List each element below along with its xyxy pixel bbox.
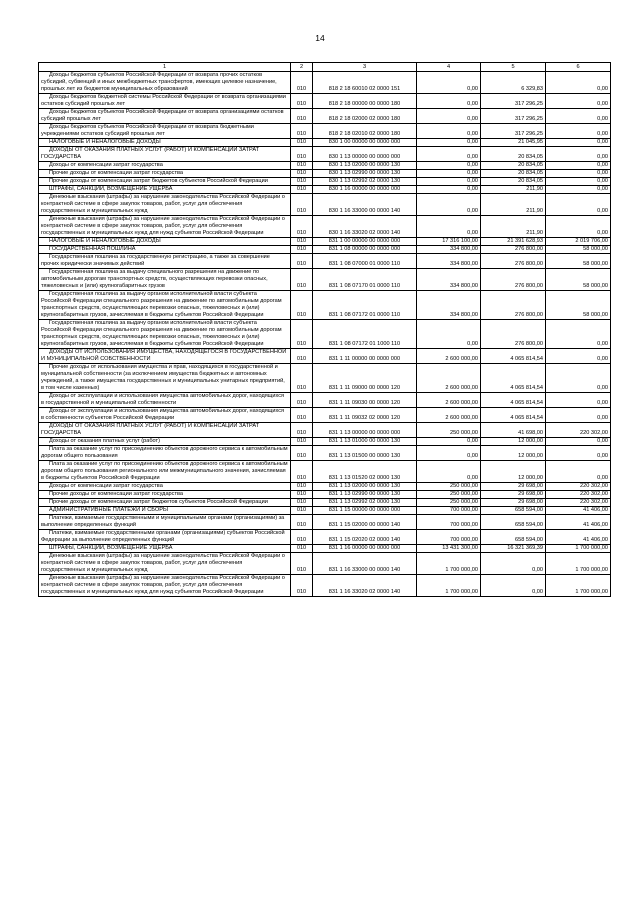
table-row (39, 216, 611, 238)
row-col4-cell: 0,00 (417, 147, 481, 162)
table-row (39, 545, 611, 553)
row-line-code-cell: 010 (291, 446, 313, 461)
row-line-code-cell: 010 (291, 246, 313, 254)
row-col6-cell: 0,00 (546, 438, 611, 446)
row-col4-cell: 250 000,00 (417, 499, 481, 507)
row-col5-cell: 276 800,00 (481, 269, 546, 291)
row-col6-cell: 0,00 (546, 216, 611, 238)
row-classification-code-cell: 830 1 00 00000 00 0000 000 (313, 139, 417, 147)
row-classification-code-cell: 831 1 16 33000 00 0000 140 (313, 553, 417, 575)
row-col4-cell: 0,00 (417, 178, 481, 186)
row-line-code-cell: 010 (291, 147, 313, 162)
row-col6-cell: 0,00 (546, 162, 611, 170)
row-col5-cell: 276 800,00 (481, 254, 546, 269)
row-line-code-cell: 010 (291, 507, 313, 515)
table-row (39, 499, 611, 507)
row-name-cell: ДОХОДЫ ОТ ИСПОЛЬЗОВАНИЯ ИМУЩЕСТВА, НАХОДЯЩЕГОСЯ В ГОСУДАРСТВЕННОЙ И МУНИЦИПАЛЬНОЙ СОБСТВЕННОСТИ (39, 349, 291, 364)
row-name-cell: Прочие доходы от компенсации затрат бюджетов субъектов Российской Федерации (39, 178, 291, 186)
row-name-cell: ШТРАФЫ, САНКЦИИ, ВОЗМЕЩЕНИЕ УЩЕРБА (39, 545, 291, 553)
row-col6-cell: 0,00 (546, 147, 611, 162)
table-row (39, 269, 611, 291)
row-col5-cell: 20 834,05 (481, 162, 546, 170)
row-name-cell: АДМИНИСТРАТИВНЫЕ ПЛАТЕЖИ И СБОРЫ (39, 507, 291, 515)
row-classification-code-cell: 830 1 13 02000 00 0000 130 (313, 162, 417, 170)
row-name-cell: Доходы от эксплуатации и использования имущества автомобильных дорог, находящихся в государственной и муниципальной собственности (39, 393, 291, 408)
row-classification-code-cell: 831 1 08 07172 01 1000 110 (313, 320, 417, 349)
row-classification-code-cell: 831 1 15 02000 00 0000 140 (313, 515, 417, 530)
row-name-cell: Платежи, взимаемые государственными органами (организациями) субъектов Российской Федерации за выполнение определенных функций (39, 530, 291, 545)
table-row (39, 575, 611, 597)
row-col4-cell: 13 431 300,00 (417, 545, 481, 553)
row-col4-cell: 0,00 (417, 72, 481, 94)
row-col5-cell: 276 800,00 (481, 320, 546, 349)
row-col6-cell: 41 406,00 (546, 515, 611, 530)
row-classification-code-cell: 831 1 11 09032 02 0000 120 (313, 408, 417, 423)
row-classification-code-cell: 818 2 18 02000 02 0000 180 (313, 109, 417, 124)
row-classification-code-cell: 831 1 00 00000 00 0000 000 (313, 238, 417, 246)
row-name-cell: Доходы от эксплуатации и использования имущества автомобильных дорог, находящихся в собственности субъектов Российской Федерации (39, 408, 291, 423)
row-line-code-cell: 010 (291, 238, 313, 246)
row-classification-code-cell: 831 1 13 02990 00 0000 130 (313, 491, 417, 499)
row-col6-cell: 41 406,00 (546, 507, 611, 515)
row-classification-code-cell: 831 1 13 01500 00 0000 130 (313, 446, 417, 461)
row-col5-cell: 29 698,00 (481, 499, 546, 507)
row-col4-cell: 700 000,00 (417, 530, 481, 545)
table-row (39, 491, 611, 499)
row-classification-code-cell: 831 1 11 09000 00 0000 120 (313, 364, 417, 393)
table-row (39, 162, 611, 170)
row-classification-code-cell: 830 1 13 00000 00 0000 000 (313, 147, 417, 162)
row-col5-cell: 20 834,05 (481, 178, 546, 186)
row-col5-cell: 317 296,25 (481, 109, 546, 124)
row-line-code-cell: 010 (291, 162, 313, 170)
row-col4-cell: 1 700 000,00 (417, 575, 481, 597)
row-name-cell: Денежные взыскания (штрафы) за нарушение законодательства Российской Федерации о контрактной системе в сфере закупок товаров, работ, услуг для обеспечения государственных и муниципальных нужд (39, 194, 291, 216)
table-row (39, 438, 611, 446)
row-classification-code-cell: 831 1 08 07172 01 0000 110 (313, 291, 417, 320)
row-col6-cell: 220 302,00 (546, 491, 611, 499)
row-classification-code-cell: 830 1 16 33020 02 0000 140 (313, 216, 417, 238)
table-row (39, 254, 611, 269)
row-col6-cell: 0,00 (546, 109, 611, 124)
row-col5-cell: 29 698,00 (481, 483, 546, 491)
row-col5-cell: 211,90 (481, 216, 546, 238)
row-col5-cell: 29 698,00 (481, 491, 546, 499)
row-line-code-cell: 010 (291, 139, 313, 147)
row-classification-code-cell: 830 1 13 02992 02 0000 130 (313, 178, 417, 186)
row-col4-cell: 334 800,00 (417, 269, 481, 291)
row-col6-cell: 2 019 706,00 (546, 238, 611, 246)
row-classification-code-cell: 831 1 16 33020 02 0000 140 (313, 575, 417, 597)
row-name-cell: Денежные взыскания (штрафы) за нарушение законодательства Российской Федерации о контрактной системе в сфере закупок товаров, работ, услуг для обеспечения государственных и муниципальных нужд для нужд субъектов Российской Федерации (39, 216, 291, 238)
row-line-code-cell: 010 (291, 170, 313, 178)
row-line-code-cell: 010 (291, 393, 313, 408)
row-col5-cell: 12 000,00 (481, 438, 546, 446)
row-col5-cell: 658 594,00 (481, 515, 546, 530)
row-col5-cell: 658 594,00 (481, 507, 546, 515)
row-col6-cell: 0,00 (546, 72, 611, 94)
row-col5-cell: 658 594,00 (481, 530, 546, 545)
row-col5-cell: 4 065 814,54 (481, 364, 546, 393)
row-line-code-cell: 010 (291, 186, 313, 194)
row-name-cell: Плата за оказание услуг по присоединению объектов дорожного сервиса к автомобильным дорогам общего пользования регионального или межмуниципального значения, зачисляемая в бюджеты субъектов Российской Федерации (39, 461, 291, 483)
row-name-cell: Доходы бюджетов бюджетной системы Российской Федерации от возврата организациями остатков субсидий прошлых лет (39, 94, 291, 109)
row-col5-cell: 4 065 814,54 (481, 349, 546, 364)
row-line-code-cell: 010 (291, 408, 313, 423)
row-col4-cell: 2 600 000,00 (417, 393, 481, 408)
row-name-cell: Денежные взыскания (штрафы) за нарушение законодательства Российской Федерации о контрактной системе в сфере закупок товаров, работ, услуг для обеспечения государственных и муниципальных нужд для нужд субъектов Российской Федерации (39, 575, 291, 597)
row-classification-code-cell: 831 1 08 07000 01 0000 110 (313, 254, 417, 269)
row-name-cell: ГОСУДАРСТВЕННАЯ ПОШЛИНА (39, 246, 291, 254)
table-row (39, 139, 611, 147)
row-line-code-cell: 010 (291, 178, 313, 186)
table-row (39, 238, 611, 246)
row-classification-code-cell: 830 1 13 02990 00 0000 130 (313, 170, 417, 178)
row-col6-cell: 41 406,00 (546, 530, 611, 545)
table-row (39, 553, 611, 575)
row-line-code-cell: 010 (291, 483, 313, 491)
table-row (39, 446, 611, 461)
row-col6-cell: 0,00 (546, 349, 611, 364)
row-col6-cell: 58 000,00 (546, 269, 611, 291)
header-col-6: 6 (546, 63, 611, 72)
row-col4-cell: 0,00 (417, 162, 481, 170)
row-col6-cell: 58 000,00 (546, 254, 611, 269)
row-col4-cell: 0,00 (417, 438, 481, 446)
row-name-cell: Доходы от компенсации затрат государства (39, 162, 291, 170)
table-row (39, 147, 611, 162)
table-row (39, 124, 611, 139)
row-classification-code-cell: 831 1 11 09030 00 0000 120 (313, 393, 417, 408)
row-col4-cell: 17 316 100,00 (417, 238, 481, 246)
row-classification-code-cell: 831 1 13 02000 00 0000 130 (313, 483, 417, 491)
row-col4-cell: 700 000,00 (417, 507, 481, 515)
row-name-cell: ДОХОДЫ ОТ ОКАЗАНИЯ ПЛАТНЫХ УСЛУГ (РАБОТ) И КОМПЕНСАЦИИ ЗАТРАТ ГОСУДАРСТВА (39, 147, 291, 162)
row-classification-code-cell: 818 2 18 00000 00 0000 180 (313, 94, 417, 109)
table-row (39, 246, 611, 254)
row-name-cell: Государственная пошлина за государственную регистрацию, а также за совершение прочих юридически значимых действий (39, 254, 291, 269)
row-col4-cell: 0,00 (417, 446, 481, 461)
row-classification-code-cell: 831 1 13 00000 00 0000 000 (313, 423, 417, 438)
row-name-cell: Доходы бюджетов субъектов Российской Федерации от возврата прочих остатков субсидий, субвенций и иных межбюджетных трансфертов, имеющих целевое назначение, прошлых лет из бюджетов муниципальных образований (39, 72, 291, 94)
row-classification-code-cell: 831 1 16 00000 00 0000 000 (313, 545, 417, 553)
row-line-code-cell: 010 (291, 438, 313, 446)
row-line-code-cell: 010 (291, 216, 313, 238)
row-col4-cell: 334 800,00 (417, 291, 481, 320)
row-col5-cell: 12 000,00 (481, 461, 546, 483)
budget-table (38, 62, 611, 597)
row-line-code-cell: 010 (291, 553, 313, 575)
header-col-3: 3 (313, 63, 417, 72)
row-col6-cell: 0,00 (546, 170, 611, 178)
row-col5-cell: 20 834,05 (481, 170, 546, 178)
row-col5-cell: 16 321 369,39 (481, 545, 546, 553)
row-name-cell: Платежи, взимаемые государственными и муниципальными органами (организациями) за выполнение определенных функций (39, 515, 291, 530)
row-col6-cell: 220 302,00 (546, 499, 611, 507)
row-name-cell: Доходы от оказания платных услуг (работ) (39, 438, 291, 446)
row-col4-cell: 1 700 000,00 (417, 553, 481, 575)
row-col5-cell: 6 329,83 (481, 72, 546, 94)
header-col-1: 1 (39, 63, 291, 72)
row-line-code-cell: 010 (291, 545, 313, 553)
row-col4-cell: 0,00 (417, 94, 481, 109)
row-name-cell: НАЛОГОВЫЕ И НЕНАЛОГОВЫЕ ДОХОДЫ (39, 238, 291, 246)
row-name-cell: Государственная пошлина за выдачу органом исполнительной власти субъекта Российской Федерации специального разрешения на движение по автомобильным дорогам транспортных средств, осуществляющих перевозки опасных, тяжеловесных и (или) крупногабаритных грузов, зачисляемая в бюджеты субъектов Российской Федерации (39, 320, 291, 349)
row-col6-cell: 0,00 (546, 393, 611, 408)
table-row (39, 170, 611, 178)
row-classification-code-cell: 831 1 13 01520 02 0000 130 (313, 461, 417, 483)
table-row (39, 423, 611, 438)
row-name-cell: ДОХОДЫ ОТ ОКАЗАНИЯ ПЛАТНЫХ УСЛУГ (РАБОТ) И КОМПЕНСАЦИИ ЗАТРАТ ГОСУДАРСТВА (39, 423, 291, 438)
row-line-code-cell: 010 (291, 194, 313, 216)
row-col6-cell: 0,00 (546, 178, 611, 186)
table-row (39, 291, 611, 320)
row-classification-code-cell: 818 2 18 60010 02 0000 151 (313, 72, 417, 94)
row-col5-cell: 317 296,25 (481, 94, 546, 109)
row-line-code-cell: 010 (291, 491, 313, 499)
row-col4-cell: 250 000,00 (417, 483, 481, 491)
row-line-code-cell: 010 (291, 423, 313, 438)
row-classification-code-cell: 818 2 18 02010 02 0000 180 (313, 124, 417, 139)
row-col5-cell: 0,00 (481, 575, 546, 597)
row-col4-cell: 250 000,00 (417, 423, 481, 438)
row-col5-cell: 276 800,00 (481, 246, 546, 254)
row-name-cell: Прочие доходы от компенсации затрат государства (39, 491, 291, 499)
row-line-code-cell: 010 (291, 109, 313, 124)
table-row (39, 109, 611, 124)
row-col6-cell: 0,00 (546, 320, 611, 349)
table-row (39, 507, 611, 515)
row-line-code-cell: 010 (291, 72, 313, 94)
row-col5-cell: 4 065 814,54 (481, 408, 546, 423)
row-col5-cell: 21 391 628,93 (481, 238, 546, 246)
row-line-code-cell: 010 (291, 461, 313, 483)
row-name-cell: Прочие доходы от компенсации затрат государства (39, 170, 291, 178)
row-classification-code-cell: 830 1 16 00000 00 0000 000 (313, 186, 417, 194)
row-col6-cell: 0,00 (546, 194, 611, 216)
row-classification-code-cell: 831 1 11 00000 00 0000 000 (313, 349, 417, 364)
row-classification-code-cell: 831 1 13 02992 02 0000 130 (313, 499, 417, 507)
row-classification-code-cell: 830 1 16 33000 00 0000 140 (313, 194, 417, 216)
row-col6-cell: 0,00 (546, 408, 611, 423)
row-col4-cell: 2 600 000,00 (417, 349, 481, 364)
row-col6-cell: 58 000,00 (546, 291, 611, 320)
row-col4-cell: 334 800,00 (417, 254, 481, 269)
row-name-cell: Доходы бюджетов субъектов Российской Федерации от возврата организациями остатков субсидий прошлых лет (39, 109, 291, 124)
row-col6-cell: 0,00 (546, 124, 611, 139)
table-row (39, 483, 611, 491)
row-line-code-cell: 010 (291, 364, 313, 393)
row-line-code-cell: 010 (291, 320, 313, 349)
row-name-cell: Доходы бюджетов субъектов Российской Федерации от возврата бюджетными учреждениями остатков субсидий прошлых лет (39, 124, 291, 139)
row-col6-cell: 220 302,00 (546, 423, 611, 438)
row-col5-cell: 211,90 (481, 194, 546, 216)
row-classification-code-cell: 831 1 13 01000 00 0000 130 (313, 438, 417, 446)
row-col4-cell: 700 000,00 (417, 515, 481, 530)
table-row (39, 194, 611, 216)
row-col5-cell: 211,90 (481, 186, 546, 194)
row-name-cell: Государственная пошлина за выдачу специального разрешения на движение по автомобильным дорогам транспортных средств, осуществляющих перевозки опасных, тяжеловесных и (или) крупногабаритных грузов (39, 269, 291, 291)
row-col4-cell: 334 800,00 (417, 246, 481, 254)
row-line-code-cell: 010 (291, 254, 313, 269)
row-line-code-cell: 010 (291, 291, 313, 320)
row-col5-cell: 4 065 814,54 (481, 393, 546, 408)
row-line-code-cell: 010 (291, 515, 313, 530)
row-col6-cell: 1 700 000,00 (546, 553, 611, 575)
row-classification-code-cell: 831 1 15 02020 02 0000 140 (313, 530, 417, 545)
row-name-cell: Прочие доходы от компенсации затрат бюджетов субъектов Российской Федерации (39, 499, 291, 507)
page-number: 14 (315, 33, 325, 43)
row-col5-cell: 276 800,00 (481, 291, 546, 320)
row-col4-cell: 0,00 (417, 109, 481, 124)
row-col5-cell: 12 000,00 (481, 446, 546, 461)
row-col4-cell: 0,00 (417, 124, 481, 139)
row-classification-code-cell: 831 1 15 00000 00 0000 000 (313, 507, 417, 515)
table-row (39, 178, 611, 186)
row-classification-code-cell: 831 1 08 07170 01 0000 110 (313, 269, 417, 291)
table-row (39, 186, 611, 194)
row-col6-cell: 0,00 (546, 94, 611, 109)
row-col4-cell: 0,00 (417, 186, 481, 194)
table-row (39, 364, 611, 393)
row-col5-cell: 20 834,05 (481, 147, 546, 162)
row-col5-cell: 0,00 (481, 553, 546, 575)
row-col5-cell: 41 698,00 (481, 423, 546, 438)
row-line-code-cell: 010 (291, 530, 313, 545)
row-name-cell: Доходы от компенсации затрат государства (39, 483, 291, 491)
row-col6-cell: 220 302,00 (546, 483, 611, 491)
row-line-code-cell: 010 (291, 124, 313, 139)
row-col4-cell: 0,00 (417, 216, 481, 238)
row-col4-cell: 0,00 (417, 461, 481, 483)
header-col-2: 2 (291, 63, 313, 72)
row-col4-cell: 250 000,00 (417, 491, 481, 499)
row-col6-cell: 0,00 (546, 364, 611, 393)
row-col4-cell: 0,00 (417, 194, 481, 216)
table-row (39, 461, 611, 483)
row-col6-cell: 58 000,00 (546, 246, 611, 254)
row-col6-cell: 1 700 000,00 (546, 545, 611, 553)
row-col4-cell: 2 600 000,00 (417, 364, 481, 393)
row-name-cell: ШТРАФЫ, САНКЦИИ, ВОЗМЕЩЕНИЕ УЩЕРБА (39, 186, 291, 194)
header-col-5: 5 (481, 63, 546, 72)
row-name-cell: Плата за оказание услуг по присоединению объектов дорожного сервиса к автомобильным дорогам общего пользования (39, 446, 291, 461)
row-line-code-cell: 010 (291, 575, 313, 597)
row-line-code-cell: 010 (291, 499, 313, 507)
row-col6-cell: 0,00 (546, 446, 611, 461)
table-row (39, 72, 611, 94)
table-row (39, 408, 611, 423)
row-col4-cell: 2 600 000,00 (417, 408, 481, 423)
table-row (39, 349, 611, 364)
row-col4-cell: 0,00 (417, 170, 481, 178)
table-row (39, 393, 611, 408)
row-name-cell: Денежные взыскания (штрафы) за нарушение законодательства Российской Федерации о контрактной системе в сфере закупок товаров, работ, услуг для обеспечения государственных и муниципальных нужд (39, 553, 291, 575)
row-col6-cell: 0,00 (546, 139, 611, 147)
row-name-cell: Государственная пошлина за выдачу органом исполнительной власти субъекта Российской Федерации специального разрешения на движение по автомобильным дорогам транспортных средств, осуществляющих перевозки опасных, тяжеловесных и (или) крупногабаритных грузов, зачисляемая в бюджеты субъектов Российской Федерации (39, 291, 291, 320)
table-row (39, 515, 611, 530)
row-name-cell: НАЛОГОВЫЕ И НЕНАЛОГОВЫЕ ДОХОДЫ (39, 139, 291, 147)
row-col6-cell: 1 700 000,00 (546, 575, 611, 597)
row-line-code-cell: 010 (291, 269, 313, 291)
table-row (39, 530, 611, 545)
row-line-code-cell: 010 (291, 94, 313, 109)
row-col5-cell: 21 045,95 (481, 139, 546, 147)
table-row (39, 320, 611, 349)
row-name-cell: Прочие доходы от использования имущества и прав, находящихся в государственной и муниципальной собственности (за исключением имущества бюджетных и автономных учреждений, а также имущества государственных и муниципальных унитарных предприятий, в том числе казенных) (39, 364, 291, 393)
row-col4-cell: 0,00 (417, 139, 481, 147)
row-col6-cell: 0,00 (546, 461, 611, 483)
row-col6-cell: 0,00 (546, 186, 611, 194)
header-col-4: 4 (417, 63, 481, 72)
table-row (39, 94, 611, 109)
row-col5-cell: 317 296,25 (481, 124, 546, 139)
row-line-code-cell: 010 (291, 349, 313, 364)
row-classification-code-cell: 831 1 08 00000 00 0000 000 (313, 246, 417, 254)
row-col4-cell: 0,00 (417, 320, 481, 349)
table-header-row (39, 63, 611, 72)
